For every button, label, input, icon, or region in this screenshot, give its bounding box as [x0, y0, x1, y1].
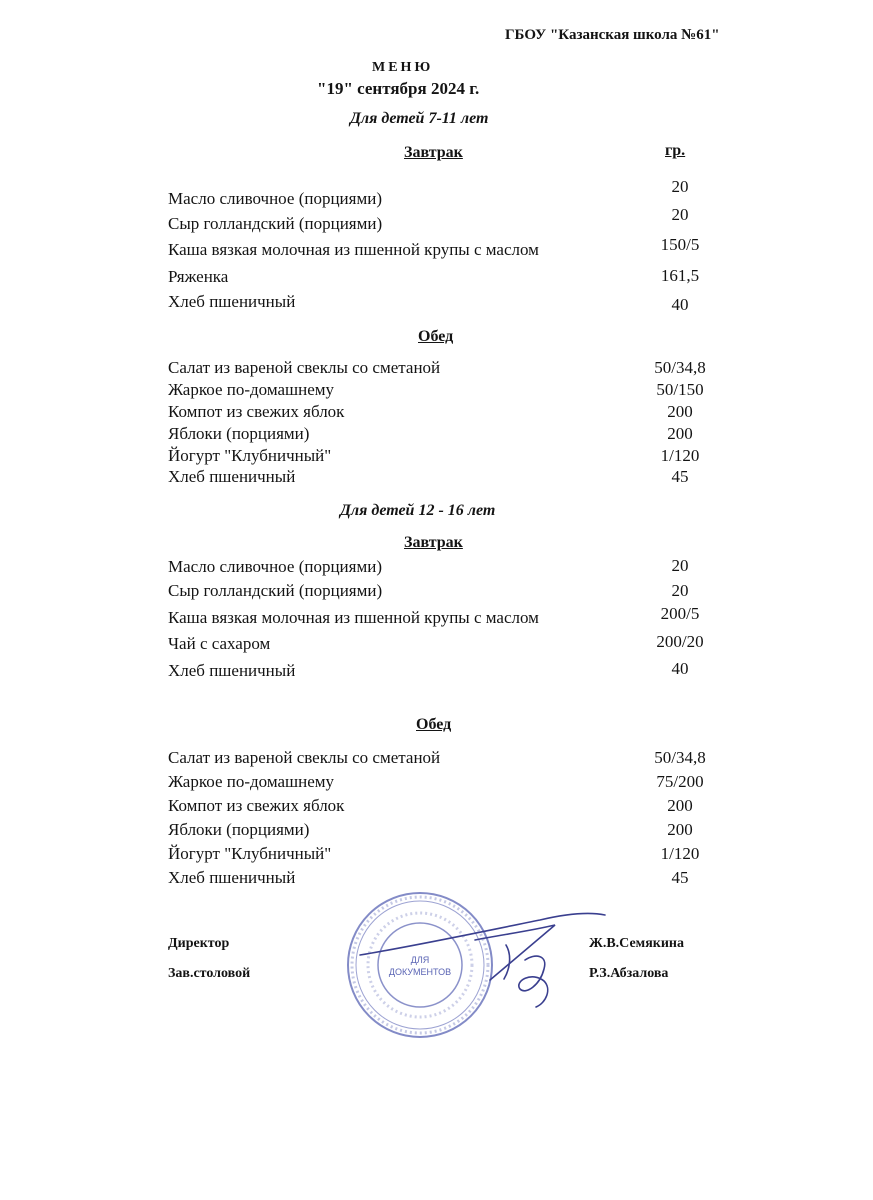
menu-item: Сыр голландский (порциями) [168, 581, 383, 600]
round-stamp-icon [348, 893, 492, 1037]
item-quantity: 161,5 [660, 266, 700, 285]
age-group-title-7-11: Для детей 7-11 лет [350, 110, 489, 127]
menu-item: Яблоки (порциями) [168, 424, 310, 443]
item-quantity: 50/34,8 [654, 748, 706, 767]
director-role: Директор [168, 936, 230, 951]
item-quantity: 200 [667, 402, 693, 421]
menu-item: Ряженка [168, 267, 229, 286]
stamp-text-line1: ДЛЯ [410, 955, 430, 965]
menu-item: Хлеб пшеничный [168, 292, 296, 311]
item-quantity: 200/20 [656, 632, 704, 651]
item-quantity: 20 [671, 581, 689, 600]
item-quantity: 20 [671, 205, 689, 224]
age-group-title-12-16: Для детей 12 - 16 лет [340, 502, 496, 519]
item-quantity: 1/120 [660, 844, 700, 863]
item-quantity: 200 [667, 820, 693, 839]
item-quantity: 20 [671, 556, 689, 575]
item-quantity: 50/150 [656, 380, 704, 399]
breakfast-title-7-11: Завтрак [404, 144, 463, 161]
item-quantity: 200 [667, 424, 693, 443]
menu-item: Жаркое по-домашнему [168, 772, 335, 791]
canteen-head-name: Р.З.Абзалова [589, 966, 669, 981]
item-quantity: 45 [671, 467, 689, 486]
menu-item: Каша вязкая молочная из пшенной крупы с маслом [168, 240, 539, 259]
menu-item: Масло сливочное (порциями) [168, 189, 382, 208]
item-quantity: 200/5 [660, 604, 700, 623]
stamp-text-line2: ДОКУМЕНТОВ [388, 967, 452, 977]
organization-name: ГБОУ "Казанская школа №61" [505, 27, 720, 43]
menu-item: Йогурт "Клубничный" [168, 446, 332, 465]
menu-item: Йогурт "Клубничный" [168, 844, 332, 863]
menu-item: Сыр голландский (порциями) [168, 214, 383, 233]
menu-item: Хлеб пшеничный [168, 467, 296, 486]
menu-item: Жаркое по-домашнему [168, 380, 335, 399]
grams-column-header: гр. [665, 142, 686, 159]
menu-item: Каша вязкая молочная из пшенной крупы с маслом [168, 608, 539, 627]
item-quantity: 40 [671, 295, 689, 314]
menu-date: "19" сентября 2024 г. [317, 79, 480, 98]
menu-item: Чай с сахаром [168, 634, 271, 653]
menu-item: Хлеб пшеничный [168, 868, 296, 887]
menu-heading: МЕНЮ [372, 60, 434, 75]
menu-item: Масло сливочное (порциями) [168, 557, 382, 576]
item-quantity: 1/120 [660, 446, 700, 465]
menu-item: Салат из вареной свеклы со сметаной [168, 358, 441, 377]
lunch-title-12-16: Обед [416, 716, 452, 733]
item-quantity: 200 [667, 796, 693, 815]
menu-item: Салат из вареной свеклы со сметаной [168, 748, 441, 767]
item-quantity: 150/5 [660, 235, 700, 254]
lunch-title-7-11: Обед [418, 328, 454, 345]
menu-item: Компот из свежих яблок [168, 402, 345, 421]
item-quantity: 75/200 [656, 772, 704, 791]
breakfast-title-12-16: Завтрак [404, 534, 463, 551]
director-name: Ж.В.Семякина [589, 936, 684, 951]
item-quantity: 45 [671, 868, 689, 887]
item-quantity: 50/34,8 [654, 358, 706, 377]
menu-item: Хлеб пшеничный [168, 661, 296, 680]
menu-item: Компот из свежих яблок [168, 796, 345, 815]
item-quantity: 40 [671, 659, 689, 678]
canteen-head-role: Зав.столовой [168, 966, 251, 981]
item-quantity: 20 [671, 177, 689, 196]
menu-item: Яблоки (порциями) [168, 820, 310, 839]
